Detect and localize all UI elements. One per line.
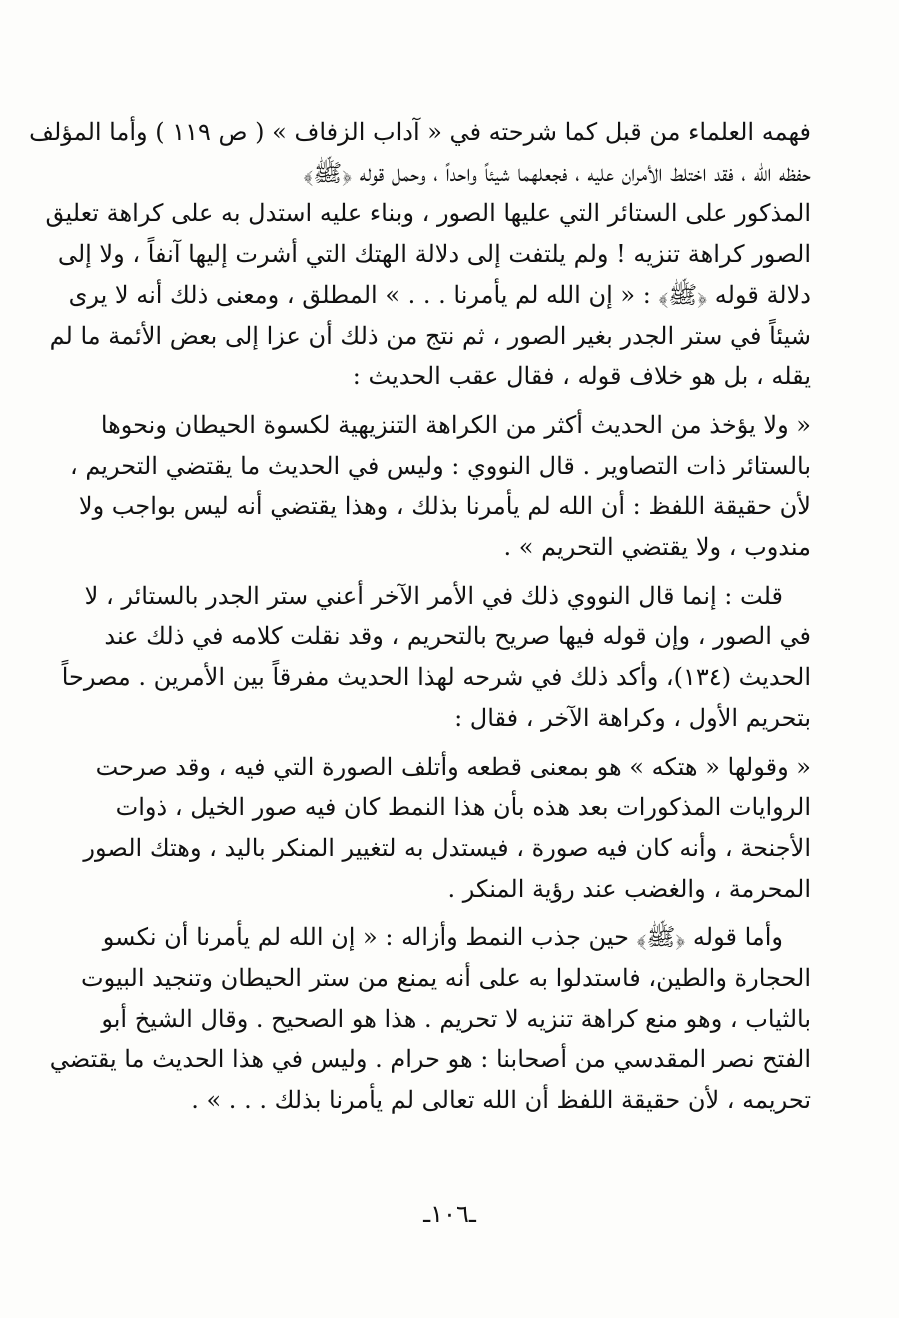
text-line: قلت : إنما قال النووي ذلك في الأمر الآخر أعني ستر الجدر بالستائر ، لا <box>84 581 783 610</box>
text-line: في الصور ، وإن قوله فيها صريح بالتحريم ، وقد نقلت كلامه في ذلك عند <box>104 622 811 651</box>
text-line: « ولا يؤخذ من الحديث أكثر من الكراهة التنزيهية لكسوة الحيطان ونحوها <box>100 410 811 439</box>
text-line: الأجنحة ، وأنه كان فيه صورة ، فيستدل به لتغيير المنكر باليد ، وهتك الصور <box>83 833 811 862</box>
text-line: الروايات المذكورات بعد هذه بأن هذا النمط كان فيه صور الخيل ، ذوات <box>115 793 811 822</box>
text-line: مندوب ، ولا يقتضي التحريم » . <box>503 533 811 562</box>
text-line: وأما قوله ﴿ﷺ﴾ حين جذب النمط وأزاله : « إن الله لم يأمرنا أن نكسو <box>102 923 783 952</box>
paragraph-4-quote <box>83 747 811 910</box>
text-line: الفتح نصر المقدسي من أصحابنا : هو حرام . وليس في هذا الحديث ما يقتضي <box>49 1045 811 1074</box>
text-line: المذكور على الستائر التي عليها الصور ، وبناء عليه استدل به على كراهة تعليق <box>45 199 811 228</box>
text-line: تحريمه ، لأن حقيقة اللفظ أن الله تعالى لم يأمرنا بذلك . . . » . <box>191 1086 811 1115</box>
text-line: بالستائر ذات التصاوير . قال النووي : وليس في الحديث ما يقتضي التحريم ، <box>69 451 811 480</box>
paragraph-5 <box>49 917 811 1121</box>
text-line: الحجارة والطين، فاستدلوا به على أنه يمنع من ستر الحيطان وتنجيد البيوت <box>81 964 811 993</box>
paragraph-1 <box>29 112 811 397</box>
text-line: حفظه الله ، فقد اختلط الأمران عليه ، فجعلهما شيئاً واحداً ، وحمل قوله ﴿ﷺ﴾ <box>303 158 811 187</box>
text-line: يقله ، بل هو خلاف قوله ، فقال عقب الحديث : <box>352 362 811 391</box>
paragraph-3 <box>61 576 811 739</box>
page-number: ـ١٠٦ـ <box>423 1200 476 1228</box>
text-line: شيئاً في ستر الجدر بغير الصور ، ثم نتج من ذلك أن عزا إلى بعض الأئمة ما لم <box>49 321 811 350</box>
text-line: بالثياب ، وهو منع كراهة تنزيه لا تحريم . هذا هو الصحيح . وقال الشيخ أبو <box>101 1004 811 1033</box>
text-line: فهمه العلماء من قبل كما شرحته في « آداب الزفاف » ( ص ١١٩ ) وأما المؤلف <box>29 118 811 146</box>
text-line: الصور كراهة تنزيه ! ولم يلتفت إلى دلالة الهتك التي أشرت إليها آنفاً ، ولا إلى <box>57 240 811 269</box>
text-line: « وقولها « هتكه » هو بمعنى قطعه وأتلف الصورة التي فيه ، وقد صرحت <box>95 752 811 781</box>
text-line: لأن حقيقة اللفظ : أن الله لم يأمرنا بذلك ، وهذا يقتضي أنه ليس بواجب ولا <box>78 492 811 521</box>
text-body <box>29 112 811 1121</box>
text-line: بتحريم الأول ، وكراهة الآخر ، فقال : <box>454 703 811 732</box>
text-line: المحرمة ، والغضب عند رؤية المنكر . <box>447 874 811 903</box>
paragraph-2-quote <box>69 405 811 568</box>
text-line: الحديث (١٣٤)، وأكد ذلك في شرحه لهذا الحديث مفرقاً بين الأمرين . مصرحاً <box>61 663 811 692</box>
text-line: دلالة قوله ﴿ﷺ﴾ : « إن الله لم يأمرنا . . . » المطلق ، ومعنى ذلك أنه لا يرى <box>68 280 811 309</box>
